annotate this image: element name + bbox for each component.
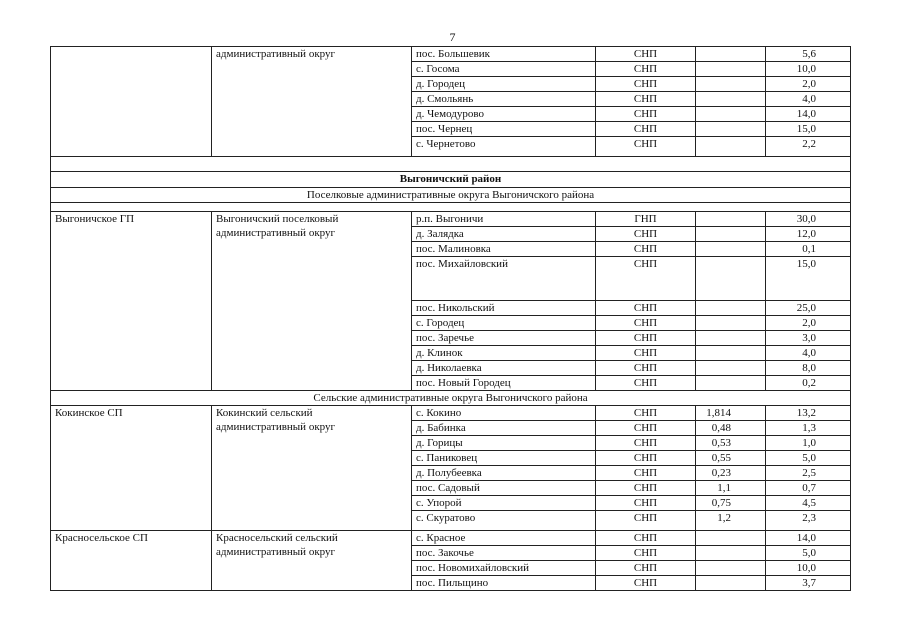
area-cell bbox=[696, 331, 766, 346]
area-cell: 0,23 bbox=[696, 466, 766, 481]
spacer-row bbox=[51, 157, 851, 172]
settlement-type-cell: СНП bbox=[596, 242, 696, 257]
area-cell bbox=[696, 257, 766, 301]
district-cell bbox=[212, 406, 412, 531]
district-cell bbox=[212, 531, 412, 591]
area-cell bbox=[696, 62, 766, 77]
settlement-name-cell: пос. Михайловский bbox=[412, 257, 596, 301]
value-cell: 0,1 bbox=[766, 242, 851, 257]
settlement-name-cell: с. Скуратово bbox=[412, 511, 596, 531]
settlement-type-cell: СНП bbox=[596, 316, 696, 331]
area-cell bbox=[696, 531, 766, 546]
settlement-type-cell: СНП bbox=[596, 227, 696, 242]
settlement-type-cell: СНП bbox=[596, 47, 696, 62]
value-cell: 2,0 bbox=[766, 316, 851, 331]
value-cell: 13,2 bbox=[766, 406, 851, 421]
settlement-name-cell: пос. Заречье bbox=[412, 331, 596, 346]
value-cell: 10,0 bbox=[766, 561, 851, 576]
municipality-cell: Красносельское СП bbox=[51, 531, 212, 591]
district-cell: административный округ bbox=[212, 47, 412, 157]
settlement-type-cell: СНП bbox=[596, 546, 696, 561]
spacer-row bbox=[51, 203, 851, 212]
settlement-type-cell: СНП bbox=[596, 496, 696, 511]
area-cell bbox=[696, 361, 766, 376]
district-line: административный округ bbox=[216, 546, 336, 558]
settlement-type-cell: СНП bbox=[596, 466, 696, 481]
value-cell: 15,0 bbox=[766, 122, 851, 137]
value-cell: 14,0 bbox=[766, 107, 851, 122]
settlement-name-cell: пос. Никольский bbox=[412, 301, 596, 316]
district-line: административный округ bbox=[216, 421, 336, 433]
value-cell: 4,5 bbox=[766, 496, 851, 511]
section-header: Поселковые административные округа Выгоничского района bbox=[51, 188, 851, 203]
area-cell bbox=[696, 376, 766, 391]
value-cell: 4,0 bbox=[766, 346, 851, 361]
value-cell: 5,6 bbox=[766, 47, 851, 62]
settlement-name-cell: д. Горицы bbox=[412, 436, 596, 451]
value-cell: 2,0 bbox=[766, 77, 851, 92]
municipality-cell: Кокинское СП bbox=[51, 406, 212, 531]
value-cell: 3,7 bbox=[766, 576, 851, 591]
area-cell bbox=[696, 316, 766, 331]
settlement-type-cell: СНП bbox=[596, 421, 696, 436]
area-cell bbox=[696, 346, 766, 361]
area-cell: 0,75 bbox=[696, 496, 766, 511]
settlement-type-cell: СНП bbox=[596, 137, 696, 157]
settlement-type-cell: СНП bbox=[596, 257, 696, 301]
settlement-type-cell: СНП bbox=[596, 122, 696, 137]
value-cell: 14,0 bbox=[766, 531, 851, 546]
value-cell: 5,0 bbox=[766, 546, 851, 561]
area-cell: 0,53 bbox=[696, 436, 766, 451]
settlement-type-cell: СНП bbox=[596, 481, 696, 496]
settlement-type-cell: СНП bbox=[596, 436, 696, 451]
settlement-type-cell: СНП bbox=[596, 77, 696, 92]
settlement-name-cell: пос. Малиновка bbox=[412, 242, 596, 257]
settlement-name-cell: д. Чемодурово bbox=[412, 107, 596, 122]
settlement-type-cell: ГНП bbox=[596, 212, 696, 227]
settlement-name-cell: с. Городец bbox=[412, 316, 596, 331]
district-line: Выгоничский поселковый bbox=[216, 213, 339, 225]
spacer-cell bbox=[51, 157, 851, 172]
municipality-cell: Выгоничское ГП bbox=[51, 212, 212, 391]
table-row bbox=[51, 531, 851, 546]
spacer-cell bbox=[51, 203, 851, 212]
area-cell bbox=[696, 92, 766, 107]
area-cell: 1,814 bbox=[696, 406, 766, 421]
value-cell: 4,0 bbox=[766, 92, 851, 107]
settlement-type-cell: СНП bbox=[596, 331, 696, 346]
settlement-name-cell: д. Николаевка bbox=[412, 361, 596, 376]
page-number: 7 bbox=[449, 30, 456, 44]
district-line: Кокинский сельский bbox=[216, 407, 313, 419]
settlement-name-cell: д. Бабинка bbox=[412, 421, 596, 436]
district-line: Красносельский сельский bbox=[216, 532, 338, 544]
settlement-name-cell: д. Городец bbox=[412, 77, 596, 92]
settlement-name-cell: д. Полубеевка bbox=[412, 466, 596, 481]
area-cell bbox=[696, 576, 766, 591]
value-cell: 2,2 bbox=[766, 137, 851, 157]
value-cell: 1,0 bbox=[766, 436, 851, 451]
settlement-name-cell: д. Смольянь bbox=[412, 92, 596, 107]
settlement-type-cell: СНП bbox=[596, 406, 696, 421]
area-cell bbox=[696, 47, 766, 62]
settlements-table bbox=[50, 46, 851, 591]
settlement-type-cell: СНП bbox=[596, 531, 696, 546]
value-cell: 25,0 bbox=[766, 301, 851, 316]
municipality-cell bbox=[51, 47, 212, 157]
area-cell bbox=[696, 122, 766, 137]
settlement-name-cell: пос. Садовый bbox=[412, 481, 596, 496]
area-cell bbox=[696, 212, 766, 227]
value-cell: 30,0 bbox=[766, 212, 851, 227]
settlement-name-cell: р.п. Выгоничи bbox=[412, 212, 596, 227]
area-cell bbox=[696, 546, 766, 561]
settlement-name-cell: пос. Чернец bbox=[412, 122, 596, 137]
settlement-type-cell: СНП bbox=[596, 511, 696, 531]
district-cell bbox=[212, 212, 412, 391]
area-cell bbox=[696, 227, 766, 242]
settlement-name-cell: д. Клинок bbox=[412, 346, 596, 361]
value-cell: 0,2 bbox=[766, 376, 851, 391]
section-header-row bbox=[51, 391, 851, 406]
area-cell: 0,55 bbox=[696, 451, 766, 466]
region-title: Выгоничский район bbox=[51, 172, 851, 188]
value-cell: 2,3 bbox=[766, 511, 851, 531]
value-cell: 0,7 bbox=[766, 481, 851, 496]
value-cell: 1,3 bbox=[766, 421, 851, 436]
settlement-name-cell: с. Кокино bbox=[412, 406, 596, 421]
settlement-name-cell: пос. Большевик bbox=[412, 47, 596, 62]
settlement-name-cell: с. Красное bbox=[412, 531, 596, 546]
settlement-type-cell: СНП bbox=[596, 561, 696, 576]
value-cell: 10,0 bbox=[766, 62, 851, 77]
area-cell: 1,1 bbox=[696, 481, 766, 496]
table-row bbox=[51, 212, 851, 227]
area-cell bbox=[696, 107, 766, 122]
settlement-name-cell: пос. Закочье bbox=[412, 546, 596, 561]
settlement-name-cell: с. Упорой bbox=[412, 496, 596, 511]
value-cell: 2,5 bbox=[766, 466, 851, 481]
settlement-name-cell: пос. Пильщино bbox=[412, 576, 596, 591]
value-cell: 3,0 bbox=[766, 331, 851, 346]
settlement-type-cell: СНП bbox=[596, 451, 696, 466]
area-cell bbox=[696, 561, 766, 576]
table-row bbox=[51, 47, 851, 62]
settlement-type-cell: СНП bbox=[596, 361, 696, 376]
area-cell bbox=[696, 137, 766, 157]
settlement-type-cell: СНП bbox=[596, 301, 696, 316]
area-cell: 1,2 bbox=[696, 511, 766, 531]
area-cell bbox=[696, 242, 766, 257]
settlement-type-cell: СНП bbox=[596, 107, 696, 122]
section-header: Сельские административные округа Выгоничского района bbox=[51, 391, 851, 406]
settlement-type-cell: СНП bbox=[596, 346, 696, 361]
value-cell: 5,0 bbox=[766, 451, 851, 466]
value-cell: 12,0 bbox=[766, 227, 851, 242]
settlement-type-cell: СНП bbox=[596, 92, 696, 107]
area-cell bbox=[696, 77, 766, 92]
region-title-row bbox=[51, 172, 851, 188]
settlement-name-cell: пос. Новомихайловский bbox=[412, 561, 596, 576]
settlement-name-cell: пос. Новый Городец bbox=[412, 376, 596, 391]
area-cell: 0,48 bbox=[696, 421, 766, 436]
settlement-name-cell: с. Чернетово bbox=[412, 137, 596, 157]
district-line: административный округ bbox=[216, 227, 336, 239]
section-header-row bbox=[51, 188, 851, 203]
value-cell: 8,0 bbox=[766, 361, 851, 376]
value-cell: 15,0 bbox=[766, 257, 851, 301]
table-row bbox=[51, 406, 851, 421]
settlement-name-cell: д. Залядка bbox=[412, 227, 596, 242]
area-cell bbox=[696, 301, 766, 316]
settlement-name-cell: с. Паниковец bbox=[412, 451, 596, 466]
settlement-type-cell: СНП bbox=[596, 576, 696, 591]
settlement-name-cell: с. Госома bbox=[412, 62, 596, 77]
settlement-type-cell: СНП bbox=[596, 62, 696, 77]
settlement-type-cell: СНП bbox=[596, 376, 696, 391]
